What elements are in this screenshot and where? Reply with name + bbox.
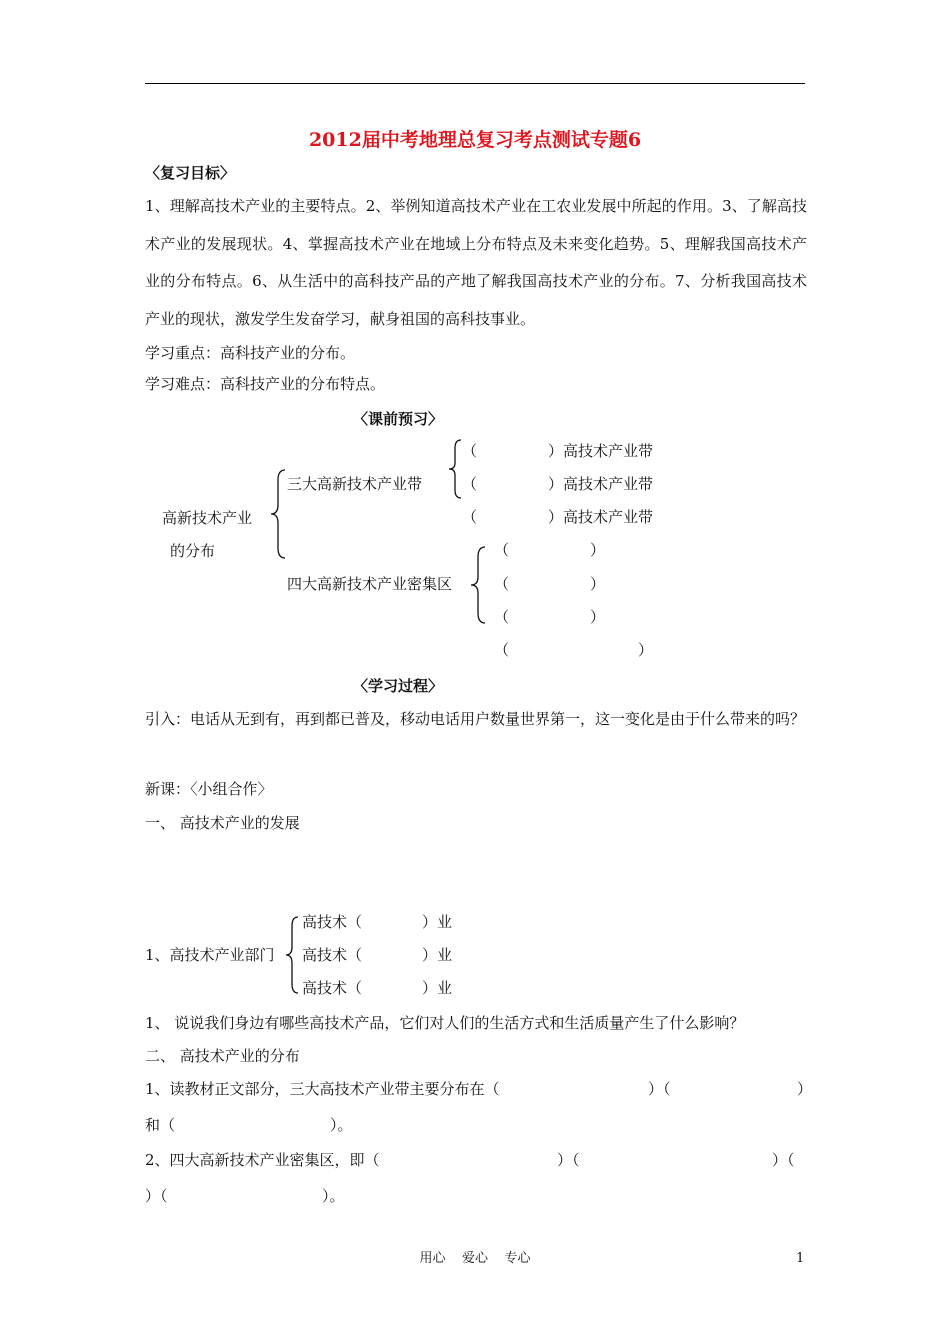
zone-open-4: （ (494, 641, 510, 659)
zones-label: 四大高新技术产业密集区 (287, 575, 453, 593)
header-rule (145, 83, 805, 84)
dept-close-2: ）业 (422, 946, 453, 964)
question-2-line2-a: 和（ (145, 1116, 176, 1134)
question-2-line1-b: ）（ (648, 1080, 671, 1098)
section-1-heading: 一、 高技术产业的发展 (145, 814, 300, 832)
question-3-line1-a: 2、四大高新技术产业密集区，即（ (145, 1151, 380, 1169)
zone-open-2: （ (494, 575, 510, 593)
question-2-line1-a: 1、读教材正文部分，三大高技术产业带主要分布在（ (145, 1080, 500, 1098)
belt-open-1: （ (462, 442, 478, 460)
belt-open-2: （ (462, 475, 478, 493)
footer-motto: 用心 爱心 专心 (419, 1251, 531, 1266)
question-2-line1-c: ） (797, 1080, 813, 1098)
dept-brace (285, 915, 301, 995)
zone-open-1: （ (494, 541, 510, 559)
question-1: 1、 说说我们身边有哪些高技术产品，它们对人们的生活方式和生活质量产生了什么影响？ (145, 1014, 745, 1032)
zones-brace (470, 545, 488, 625)
question-3-line2-a: ）（ (145, 1187, 168, 1205)
section-2-heading: 二、 高技术产业的分布 (145, 1047, 300, 1065)
review-goals-heading: 〈复习目标〉 (145, 164, 236, 182)
diagram-root-line1: 高新技术产业 (162, 509, 253, 527)
dept-item-2: 高技术（ (302, 946, 363, 964)
question-3-line1-b: ）（ (557, 1151, 580, 1169)
zone-close-2: ） (590, 575, 606, 593)
belts-label: 三大高新技术产业带 (287, 475, 423, 493)
question-2-line2-b: ）。 (330, 1116, 353, 1134)
study-difficulty: 学习难点：高科技产业的分布特点。 (145, 375, 386, 393)
question-3-line1-c: ）（ (772, 1151, 795, 1169)
zone-close-3: ） (590, 608, 606, 626)
document-title: 2012届中考地理总复习考点测试专题6 (308, 129, 642, 151)
diagram-root-line2: 的分布 (170, 542, 216, 560)
dept-item-1: 高技术（ (302, 913, 363, 931)
belt-open-3: （ (462, 508, 478, 526)
study-focus: 学习重点：高科技产业的分布。 (145, 344, 356, 362)
zone-close-4: ） (638, 641, 654, 659)
question-3-line2-b: ）。 (322, 1187, 345, 1205)
intro-text: 引入：电话从无到有，再到都已普及，移动电话用户数量世界第一，这一变化是由于什么带来的吗？ (145, 710, 806, 728)
dept-close-3: ）业 (422, 979, 453, 997)
dept-item-3: 高技术（ (302, 979, 363, 997)
belt-close-1: ）高技术产业带 (548, 442, 654, 460)
belt-close-3: ）高技术产业带 (548, 508, 654, 526)
dept-close-1: ）业 (422, 913, 453, 931)
dept-label: 1、高技术产业部门 (145, 946, 275, 964)
review-goals-text: 1、理解高技术产业的主要特点。2、举例知道高技术产业在工农业发展中所起的作用。3、了解高技术产业的发展现状。4、掌握高技术产业在地域上分布特点及未来变化趋势。5、理解我国高技术产业的分布特点。6、从生活中的高科技产品的产地了解我国高技术产业的分布。7、分析我国高技术产业的现状，激发学生发奋学习，献身祖国的高科技事业。 (145, 197, 807, 328)
process-heading: 〈学习过程〉 (353, 677, 444, 695)
belt-close-2: ）高技术产业带 (548, 475, 654, 493)
page-number: 1 (796, 1251, 805, 1266)
zone-close-1: ） (590, 541, 606, 559)
preview-heading: 〈课前预习〉 (353, 410, 444, 428)
zone-open-3: （ (494, 608, 510, 626)
new-lesson: 新课：〈小组合作〉 (145, 780, 273, 798)
